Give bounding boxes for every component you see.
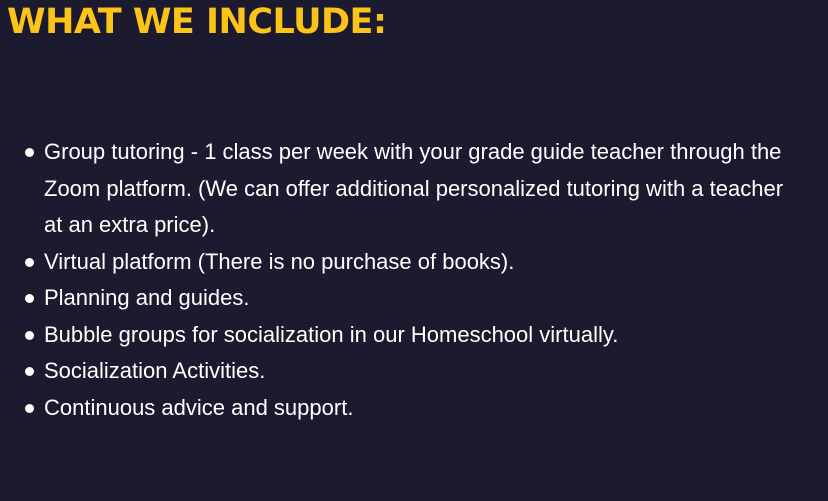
list-item-text: Continuous advice and support.: [44, 394, 354, 420]
list-item: [22, 280, 792, 317]
list-item-text: Bubble groups for socialization in our Homeschool virtually.: [44, 321, 619, 347]
bullet-icon: [25, 331, 34, 340]
list-item-text: Socialization Activities.: [44, 358, 266, 383]
list-item: [22, 244, 792, 281]
list-item: [22, 317, 792, 354]
list-item-text: Planning and guides.: [44, 285, 250, 310]
bullet-icon: [25, 148, 34, 157]
bullet-icon: [25, 367, 34, 376]
bullet-icon: [25, 294, 34, 303]
list-item: [22, 134, 792, 244]
bullet-icon: [25, 404, 34, 413]
list-item: [22, 353, 792, 390]
section-heading: WHAT WE INCLUDE:: [7, 2, 387, 42]
list-item: [22, 390, 792, 427]
list-item-text: Group tutoring - 1 class per week with your grade guide teacher through the Zoom platform. (We can offer additional personalized tutoring with a teacher at an extra price).: [44, 139, 784, 237]
bullet-icon: [25, 258, 34, 267]
features-list: [22, 134, 792, 426]
list-item-text: Virtual platform (There is no purchase of books).: [44, 248, 515, 274]
